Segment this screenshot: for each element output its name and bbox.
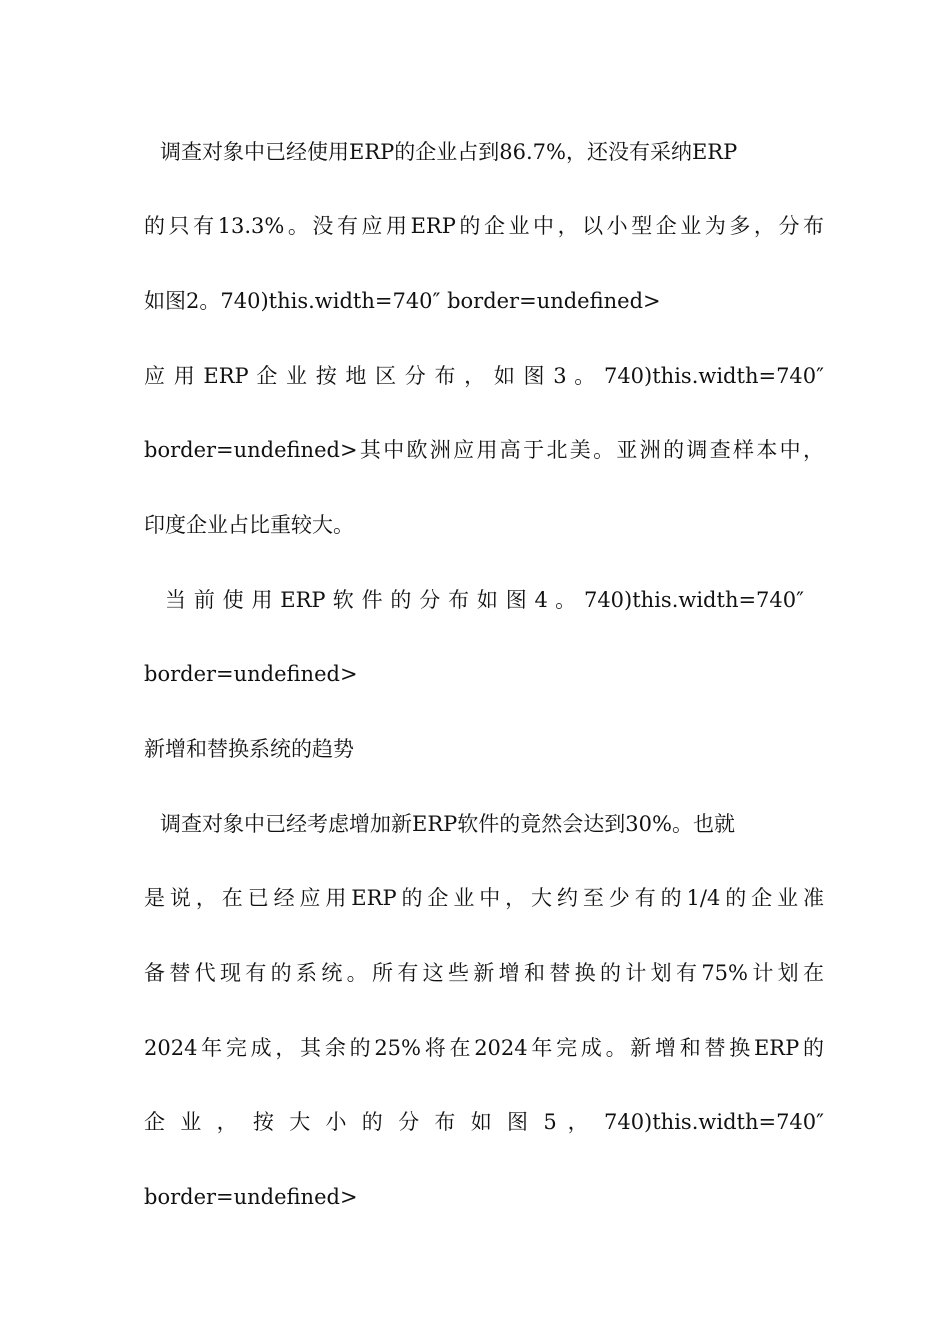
paragraph-1-line-1: 调查对象中已经使用ERP的企业占到86.7%，还没有采纳ERP bbox=[160, 140, 738, 164]
paragraph-2-line-2: border=undefined>其中欧洲应用高于北美。亚洲的调查样本中， bbox=[144, 438, 824, 462]
paragraph-4-line-2: 是说，在已经应用ERP的企业中，大约至少有的1/4的企业准 bbox=[144, 886, 824, 910]
paragraph-1-line-2: 的只有13.3%。没有应用ERP的企业中，以小型企业为多，分布 bbox=[144, 214, 824, 238]
paragraph-4-line-3: 备替代现有的系统。所有这些新增和替换的计划有75%计划在 bbox=[144, 961, 824, 985]
paragraph-1-line-3: 如图2。740)this.width=740″ border=undefined> bbox=[144, 289, 661, 313]
paragraph-4-line-5: 企 业 ， 按 大 小 的 分 布 如 图 5 ， 740)this.width=740″ bbox=[144, 1110, 824, 1134]
paragraph-4-line-1: 调查对象中已经考虑增加新ERP软件的竟然会达到30%。也就 bbox=[160, 812, 735, 836]
paragraph-2-line-3: 印度企业占比重较大。 bbox=[144, 513, 354, 537]
paragraph-3-line-2: border=undefined> bbox=[144, 662, 358, 686]
paragraph-3-line-1: 当 前 使 用 ERP 软 件 的 分 布 如 图 4 。 740)this.width=740″ bbox=[165, 588, 804, 612]
paragraph-2-line-1: 应 用 ERP 企 业 按 地 区 分 布 ， 如 图 3 。 740)this.width=740″ bbox=[144, 364, 824, 388]
paragraph-4-line-4: 2024年完成，其余的25%将在2024年完成。新增和替换ERP的 bbox=[144, 1036, 824, 1060]
section-heading: 新增和替换系统的趋势 bbox=[144, 737, 354, 761]
paragraph-4-line-6: border=undefined> bbox=[144, 1185, 358, 1209]
